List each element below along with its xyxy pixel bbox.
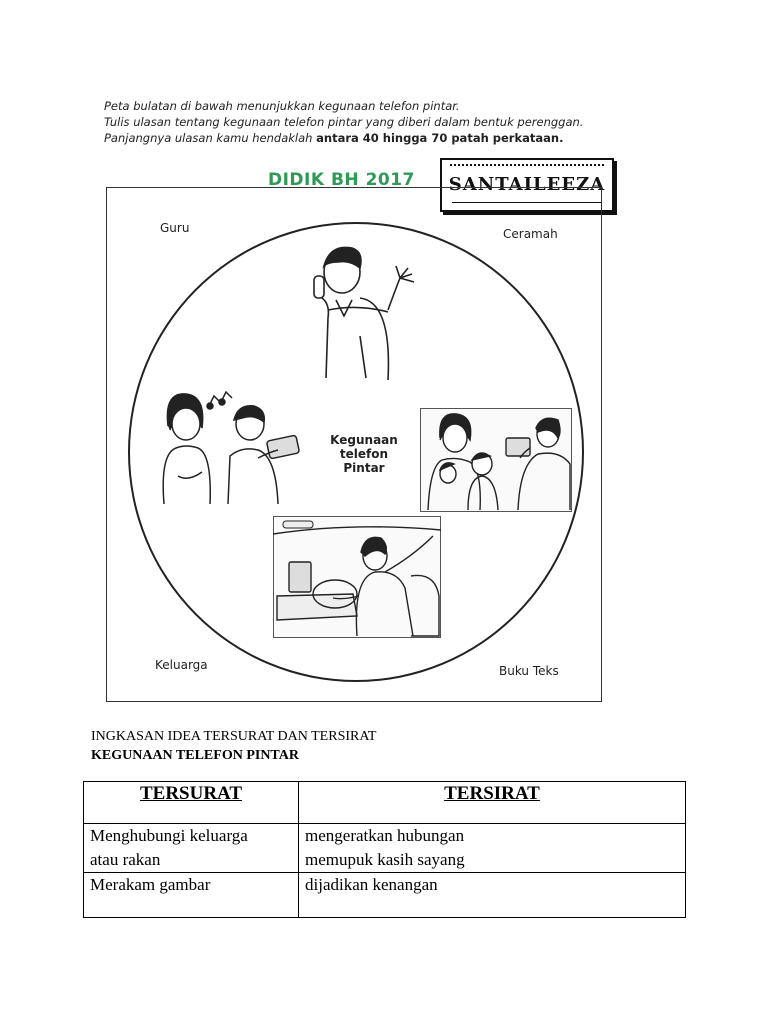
cell-tersirat <box>299 873 686 918</box>
cell-line: Menghubungi keluarga <box>90 826 248 845</box>
cell-line: Merakam gambar <box>90 875 211 894</box>
corner-label-buku-teks: Buku Teks <box>499 664 559 678</box>
worksheet-instructions <box>104 98 584 146</box>
instruction-line-3-text: Panjangnya ulasan kamu hendaklah <box>104 131 317 145</box>
cell-tersurat <box>84 824 299 873</box>
word-count-requirement: antara 40 hingga 70 patah perkataan. <box>316 131 564 145</box>
instruction-line-3 <box>104 130 584 146</box>
cell-line: memupuk kasih sayang <box>305 850 465 869</box>
cell-tersurat <box>84 873 299 918</box>
summary-heading: INGKASAN IDEA TERSURAT DAN TERSIRAT <box>91 729 377 744</box>
man-on-phone-illustration <box>300 240 430 382</box>
table-header-row <box>84 782 686 824</box>
cell-line: dijadikan kenangan <box>305 875 438 894</box>
center-label-line-1: Kegunaan <box>330 433 398 447</box>
corner-label-keluarga: Keluarga <box>155 658 208 672</box>
cell-tersirat <box>299 824 686 873</box>
car-navigation-illustration <box>273 516 441 638</box>
source-label: DIDIK BH 2017 <box>268 170 415 190</box>
table-row <box>84 873 686 918</box>
corner-label-guru: Guru <box>160 221 190 235</box>
family-photo-illustration <box>420 408 572 512</box>
summary-subheading: KEGUNAAN TELEFON PINTAR <box>91 748 299 763</box>
center-label-line-2: telefon <box>339 447 389 461</box>
stamp-text: SANTAILEEZA <box>448 174 606 195</box>
header-tersirat: TERSIRAT <box>299 782 686 824</box>
circle-map-center-label <box>316 433 412 475</box>
center-label-line-3: Pintar <box>343 461 385 475</box>
table-row <box>84 824 686 873</box>
instruction-line-2: Tulis ulasan tentang kegunaan telefon pintar yang diberi dalam bentuk perenggan. <box>104 115 584 129</box>
idea-summary-table <box>83 781 686 918</box>
cell-line: mengeratkan hubungan <box>305 826 465 845</box>
instruction-line-1: Peta bulatan di bawah menunjukkan kegunaan telefon pintar. <box>104 99 460 113</box>
header-tersurat: TERSURAT <box>84 782 299 824</box>
corner-label-ceramah: Ceramah <box>503 227 558 241</box>
rear-mirror-icon <box>282 520 314 530</box>
girl-and-boy-illustration <box>158 386 304 506</box>
cell-line: atau rakan <box>90 850 161 869</box>
